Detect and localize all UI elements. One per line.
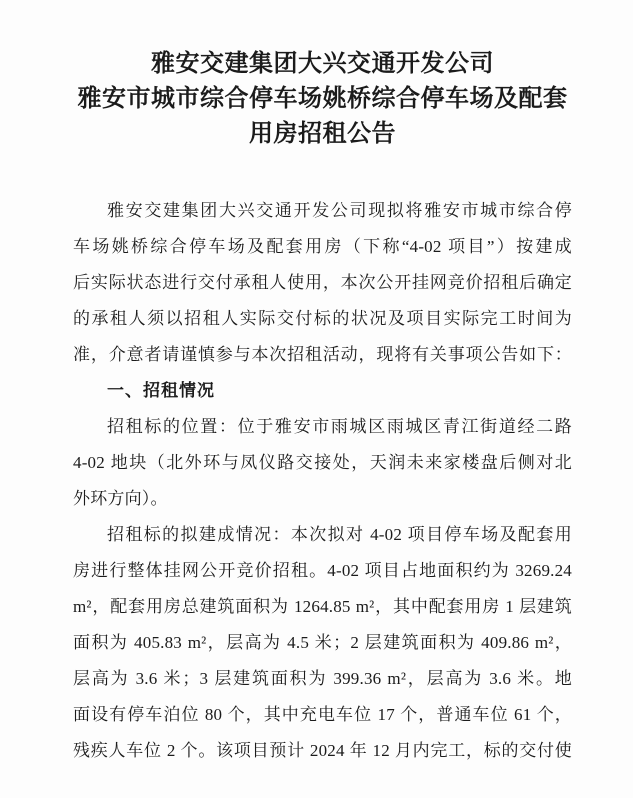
section-heading: 一、招租情况 <box>107 381 215 400</box>
construction-line-6: 面设有停车泊位 80 个，其中充电车位 17 个，普通车位 61 个， <box>73 705 572 724</box>
document-body <box>73 193 572 769</box>
intro-line-4: 的承租人须以招租人实际交付标的状况及项目实际完工时间为 <box>73 309 572 328</box>
intro-line-2: 车场姚桥综合停车场及配套用房（下称“4-02 项目”）按建成 <box>73 237 572 256</box>
intro-line-3: 后实际状态进行交付承租人使用，本次公开挂网竞价招租后确定 <box>73 273 572 292</box>
construction-line-5: 层高为 3.6 米；3 层建筑面积为 399.36 m²，层高为 3.6 米。地 <box>73 669 572 688</box>
construction-line-4: 面积为 405.83 m²，层高为 4.5 米；2 层建筑面积为 409.86 m²， <box>73 633 572 652</box>
document-title <box>73 47 572 152</box>
location-line-3: 外环方向）。 <box>73 489 168 508</box>
construction-line-2: 房进行整体挂网公开竞价招租。4-02 项目占地面积约为 3269.24 <box>73 561 572 580</box>
intro-paragraph <box>73 193 572 373</box>
location-line-1: 招租标的位置：位于雅安市雨城区雨城区青江街道经二路 <box>107 417 572 436</box>
construction-line-1: 招租标的拟建成情况：本次拟对 4-02 项目停车场及配套用 <box>107 525 572 544</box>
construction-line-3: m²，配套用房总建筑面积为 1264.85 m²，其中配套用房 1 层建筑 <box>73 597 572 616</box>
title-line-2: 雅安市城市综合停车场姚桥综合停车场及配套 <box>77 86 568 112</box>
construction-line-7: 残疾人车位 2 个。该项目预计 2024 年 12 月内完工，标的交付使 <box>73 741 572 760</box>
intro-line-1: 雅安交建集团大兴交通开发公司现拟将雅安市城市综合停 <box>107 201 572 220</box>
title-line-1: 雅安交建集团大兴交通开发公司 <box>151 51 494 77</box>
intro-line-5: 准，介意者请谨慎参与本次招租活动，现将有关事项公告如下： <box>73 345 572 364</box>
title-line-3: 用房招租公告 <box>249 121 396 147</box>
location-line-2: 4-02 地块（北外环与凤仪路交接处，天润未来家楼盘后侧对北 <box>73 453 572 472</box>
construction-paragraph <box>73 517 572 769</box>
location-paragraph <box>73 409 572 517</box>
